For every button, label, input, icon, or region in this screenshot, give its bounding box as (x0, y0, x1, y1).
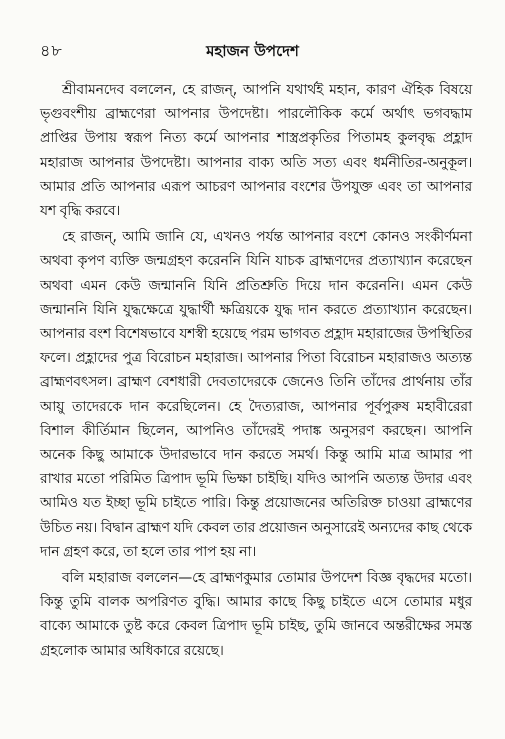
page-header (0, 40, 505, 64)
running-title: মহাজন উপদেশ (206, 42, 299, 60)
paragraph-3: বলি মহারাজ বললেন—হে ব্রাহ্মণকুমার তোমার উপদেশ বিজ্ঞ বৃদ্ধদের মতো। কিন্তু তুমি বালক অপরিণত বুদ্ধি। আমার কাছে কিছু চাইতে এসে তোমার মধুর বাক্যে আমাকে তুষ্ট করে কেবল ত্রিপাদ ভূমি চাইছ, তুমি জানবে অন্তরীক্ষের সমস্ত গ্রহলোক আমার অধিকারে রয়েছে। (40, 570, 472, 659)
body-text (40, 78, 472, 665)
paragraph-1: শ্রীবামনদেব বললেন, হে রাজন্, আপনি যথার্থই মহান, কারণ ঐহিক বিষয়ে ভৃগুবংশীয় ব্রাহ্মণেরা আপনার উপদেষ্টা। পারলৌকিক কর্মে অর্থাৎ ভগবদ্ধাম প্রাপ্তির উপায় স্বরূপ নিত্য কর্মে আপনার শাস্ত্রপ্রকৃতির পিতামহ কুলবৃদ্ধ প্রহ্লাদ মহারাজ আপনার উপদেষ্টা। আপনার বাক্য অতি সত্য এবং ধর্মনীতির-অনুকূল। আমার প্রতি আপনার এরূপ আচরণ আপনার বংশের উপযুক্ত এবং তা আপনার যশ বৃদ্ধি করবে। (40, 82, 472, 220)
page-number: ৪৮ (40, 41, 63, 60)
paragraph-2: হে রাজন্, আমি জানি যে, এখনও পর্যন্ত আপনার বংশে কোনও সংকীর্ণমনা অথবা কৃপণ ব্যক্তি জন্মগ্রহণ করেননি যিনি যাচক ব্রাহ্মণদের প্রত্যাখ্যান করেছেন অথবা এমন কেউ জন্মাননি যিনি প্রতিশ্রুতি দিয়ে দান করেননি। এমন কেউ জন্মাননি যিনি যুদ্ধক্ষেত্রে যুদ্ধার্থী ক্ষত্রিয়কে যুদ্ধ দান করতে প্রত্যাখ্যান করেছেন। আপনার বংশ বিশেষভাবে যশস্বী হয়েছে পরম ভাগবত প্রহ্লাদ মহারাজের উপস্থিতির ফলে। প্রহ্লাদের পুত্র বিরোচন মহারাজ। আপনার পিতা বিরোচন মহারাজও অত্যন্ত ব্রাহ্মণবৎসল। ব্রাহ্মণ বেশধারী দেবতাদেরকে জেনেও তিনি তাঁদের প্রার্থনায় তাঁর আয়ু তাদেরকে দান করেছিলেন। হে দৈত্যরাজ, আপনার পূর্বপুরুষ মহাবীরেরা বিশাল কীর্তিমান ছিলেন, আপনিও তাঁদেরই পদাঙ্ক অনুসরণ করছেন। আপনি অনেক কিছু আমাকে উদারভাবে দান করতে সমর্থ। কিন্তু আমি মাত্র আমার পা রাখার মতো পরিমিত ত্রিপাদ ভূমি ভিক্ষা চাইছি। যদিও আপনি অত্যন্ত উদার এবং আমিও যত ইচ্ছা ভূমি চাইতে পারি। কিন্তু প্রয়োজনের অতিরিক্ত চাওয়া ব্রাহ্মণের উচিত নয়। বিদ্বান ব্রাহ্মণ যদি কেবল তার প্রয়োজন অনুসারেই অন্যদের কাছ থেকে দান গ্রহণ করে, তা হলে তার পাপ হয় না। (40, 229, 472, 560)
